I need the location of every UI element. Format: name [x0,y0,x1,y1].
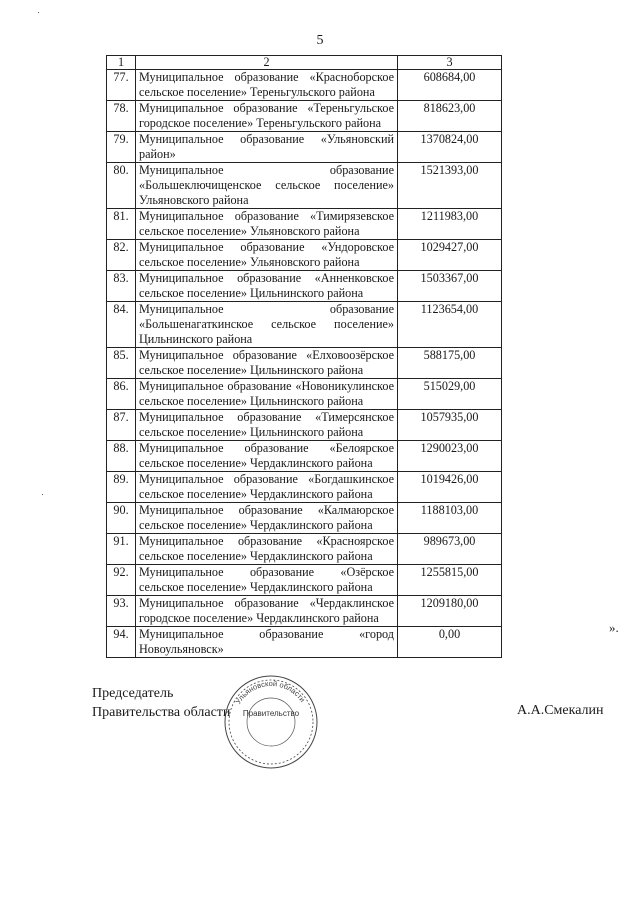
table-row [107,534,502,565]
municipality-name: Муниципальное образование «Большенагаткинское сельское поселение» Цильнинского района [136,302,398,348]
table-row [107,101,502,132]
amount-value: 1503367,00 [398,271,502,302]
amount-value: 1255815,00 [398,565,502,596]
amount-value: 1019426,00 [398,472,502,503]
amount-value: 0,00 [398,627,502,658]
row-number: 92. [107,565,136,596]
table-row [107,209,502,240]
amount-value: 1209180,00 [398,596,502,627]
amount-value: 608684,00 [398,70,502,101]
row-number: 89. [107,472,136,503]
municipality-name: Муниципальное образование «Анненковское сельское поселение» Цильнинского района [136,271,398,302]
municipality-name: Муниципальное образование «город Новоульяновск» [136,627,398,658]
amount-value: 588175,00 [398,348,502,379]
page-number: 5 [316,33,324,48]
header-col-2: 2 [136,56,398,70]
municipality-name: Муниципальное образование «Ульяновский район» [136,132,398,163]
amount-value: 1370824,00 [398,132,502,163]
amount-value: 1211983,00 [398,209,502,240]
row-number: 87. [107,410,136,441]
row-number: 83. [107,271,136,302]
row-number: 88. [107,441,136,472]
row-number: 80. [107,163,136,209]
budget-table [106,55,502,658]
table-row [107,348,502,379]
municipality-name: Муниципальное образование «Красноборское сельское поселение» Тереньгульского района [136,70,398,101]
row-number: 93. [107,596,136,627]
amount-value: 515029,00 [398,379,502,410]
amount-value: 1521393,00 [398,163,502,209]
row-number: 94. [107,627,136,658]
table-row [107,379,502,410]
table-row [107,565,502,596]
table-row [107,441,502,472]
row-number: 86. [107,379,136,410]
municipality-name: Муниципальное образование «Озёрское сельское поселение» Чердаклинского района [136,565,398,596]
table-row [107,70,502,101]
municipality-name: Муниципальное образование «Ундоровское сельское поселение» Ульяновского района [136,240,398,271]
row-number: 78. [107,101,136,132]
row-number: 84. [107,302,136,348]
table-row [107,240,502,271]
table-row [107,410,502,441]
row-number: 79. [107,132,136,163]
municipality-name: Муниципальное образование «Калмаюрское сельское поселение» Чердаклинского района [136,503,398,534]
municipality-name: Муниципальное образование «Белоярское сельское поселение» Чердаклинского района [136,441,398,472]
row-number: 85. [107,348,136,379]
row-number: 91. [107,534,136,565]
signatory-title-line1: Председатель [92,686,174,701]
table-row [107,627,502,658]
amount-value: 1290023,00 [398,441,502,472]
signatory-name: А.А.Смекалин [517,703,604,718]
scan-speck [38,12,39,13]
row-number: 82. [107,240,136,271]
municipality-name: Муниципальное образование «Чердаклинское городское поселение» Чердаклинского района [136,596,398,627]
amount-value: 1057935,00 [398,410,502,441]
table-row [107,163,502,209]
header-col-1: 1 [107,56,136,70]
header-col-3: 3 [398,56,502,70]
seal-outer-text: Ульяновской области [233,678,308,706]
table-row [107,472,502,503]
table-row [107,132,502,163]
amount-value: 1123654,00 [398,302,502,348]
signatory-title-line2: Правительства области [92,705,231,720]
official-seal [216,672,326,772]
table-row [107,503,502,534]
amount-value: 989673,00 [398,534,502,565]
municipality-name: Муниципальное образование «Новоникулинское сельское поселение» Цильнинского района [136,379,398,410]
closing-quote: ». [609,620,619,635]
row-number: 81. [107,209,136,240]
municipality-name: Муниципальное образование «Елховоозёрское сельское поселение» Цильнинского района [136,348,398,379]
table-row [107,596,502,627]
municipality-name: Муниципальное образование «Красноярское сельское поселение» Чердаклинского района [136,534,398,565]
amount-value: 818623,00 [398,101,502,132]
table-row [107,302,502,348]
row-number: 90. [107,503,136,534]
municipality-name: Муниципальное образование «Большеключищенское сельское поселение» Ульяновского района [136,163,398,209]
amount-value: 1188103,00 [398,503,502,534]
table-header-row [107,56,502,70]
seal-center-text: Правительство [242,709,300,718]
seal-inner-ring [247,698,295,746]
municipality-name: Муниципальное образование «Тереньгульское городское поселение» Тереньгульского района [136,101,398,132]
row-number: 77. [107,70,136,101]
amount-value: 1029427,00 [398,240,502,271]
scan-speck [42,494,43,495]
municipality-name: Муниципальное образование «Богдашкинское сельское поселение» Чердаклинского района [136,472,398,503]
table-row [107,271,502,302]
signatory-title [92,684,230,722]
municipality-name: Муниципальное образование «Тимирязевское сельское поселение» Ульяновского района [136,209,398,240]
seal-outer-ring [225,676,317,768]
municipality-name: Муниципальное образование «Тимерсянское сельское поселение» Цильнинского района [136,410,398,441]
